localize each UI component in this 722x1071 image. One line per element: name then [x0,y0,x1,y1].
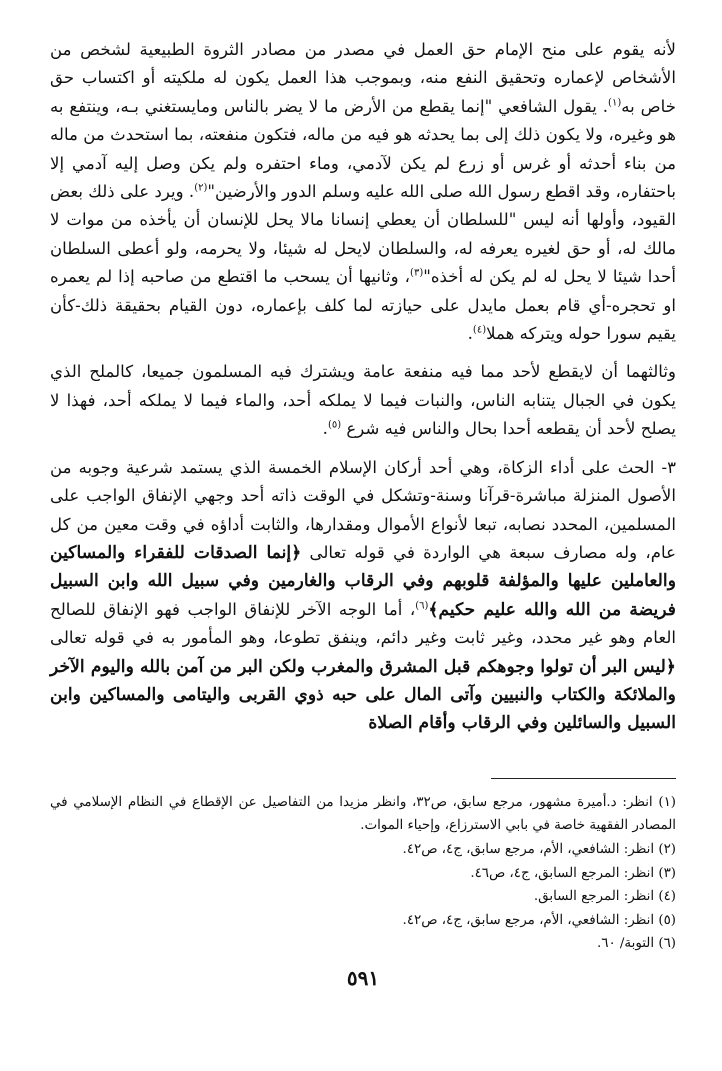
footnote-4: (٤) انظر: المرجع السابق. [533,889,676,905]
paragraph-2 [50,358,676,443]
footnote-2: (٢) انظر: الشافعي، الأم، مرجع سابق، ج٤، ص٤٢. [402,841,676,857]
text-run: ٣- الحث على أداء الزكاة، وهي أحد أركان الإسلام الخمسة الذي يستمد شرعية وجوبه من الأصول المنزلة مباشرة-قرآنا وسنة-وتشكل في الوقت ذاته أحد وجهي الإنفاق الواجب على المسلمين، المحدد نصابه، تبعا لأنواع الأموال ومقدارها، والثابت أداؤه في وقت معين من كل عام، وله مصارف سبعة هي الواردة في قوله تعالى [50,457,676,562]
footnote-3: (٣) انظر: المرجع السابق، ج٤، ص٤٦. [470,865,676,881]
paragraph-1 [50,36,676,348]
text-run: . [322,419,328,439]
text-run: . [467,324,473,344]
text-run: . يقول الشافعي "إنما يقطع من الأرض ما لا يضر بالناس ومايستغني بـه، وينتفع به هو وغيره، ولا يكون ذلك إلى بما يحدثه هو فيه من ماله، فتكون منفعته، بما استحدث من ماله من بناء أحدثه أو غرس أو زرع لم يكن لآدمي، وماء احتفره ولم يكن وصل إليه آدمي إلا باحتفاره، وقد اقطع رسول الله صلى الله عليه وسلم الدور والأرضين" [50,96,676,202]
footnote-ref: (٤) [472,324,487,336]
text-run: ، أما الوجه الآخر للإنفاق الواجب فهو الإنفاق للصالح العام وهو غير محدد، وغير ثابت وغير دائم، وينفق تطوعا، وهو المأمور به في قوله تعالى [50,599,676,648]
quran-verse: ﴿إنما الصدقات للفقراء والمساكين والعاملين عليها والمؤلفة قلوبهم وفي الرقاب والغارمين وفي سبيل الله وابن السبيل فريضة من الله والله عليم حكيم﴾ [50,542,676,620]
paragraph-3 [50,454,676,738]
footnote-5: (٥) انظر: الشافعي، الأم، مرجع سابق، ج٤، ص٤٢. [402,912,676,928]
footnote-ref: (٣) [410,267,424,279]
page-number: ٥٩١ [346,965,380,990]
footnote-6: (٦) التوبة/ ٦٠. [596,936,676,952]
text-run: . ويرد على ذلك بعض القيود، وأولها أنه ليس "للسلطان أن يعطي إنسانا مالا يحل للإنسان أن يأخذه من موات لا مالك له، أو حق لغيره يعرفه له، والسلطان لايحل له شيئا، ولا يحرمه، ولو أعطى السلطان أحدا شيئا لا يحل له لم يكن له أخذه" [50,182,676,287]
text-run: وثالثهما أن لايقطع لأحد مما فيه منفعة عامة ويشترك فيه المسلمون جميعا، كالملح الذي يكون في الجبال يتنابه الناس، والنبات فيما لا يملكه أحد، والماء فيما لا يملكه أحد، فهذا لا يصلح لأحد أن يقطعه أحدا بحال والناس فيه شرع [50,362,676,439]
footnote-ref: (٦) [415,600,429,612]
footnote-ref: (٢) [194,182,208,194]
text-run: لأنه يقوم على منح الإمام حق العمل في مصدر من مصادر الثروة الطبيعية لشخص من الأشخاص لإعماره وتحقيق النفع منه، وبموجب هذا العمل يكون له ملكيته أو اكتساب حق خاص به [50,40,676,116]
footnotes [50,791,676,956]
footnote-1: (١) انظر: د.أميرة مشهور، مرجع سابق، ص٣٢، وانظر مزيدا من التفاصيل عن الإقطاع في النظام الإسلامي في المصادر الفقهية خاصة في بابي الاسترزاع، وإحياء الموات. [50,794,676,834]
footnote-ref: (٥) [327,419,342,431]
footnote-ref: (١) [608,97,622,109]
text-run: ، وثانيها أن يسحب ما اقتطع من صاحبه إذا لم يعمره او تحجره-أي قام بعمل مايدل على حيازته لما كلف بإعماره، دون القيام بحقيقة ذلك-كأن يقيم سورا حوله ويتركه هملا [50,267,676,344]
footnote-separator [491,778,676,779]
quran-verse: ﴿ليس البر أن تولوا وجوهكم قبل المشرق والمغرب ولكن البر من آمن بالله واليوم الآخر والملائكة والكتاب والنبيين وآتى المال على حبه ذوي القربى واليتامى والمساكين وابن السبيل والسائلين وفي الرقاب وأقام الصلاة [50,656,676,734]
